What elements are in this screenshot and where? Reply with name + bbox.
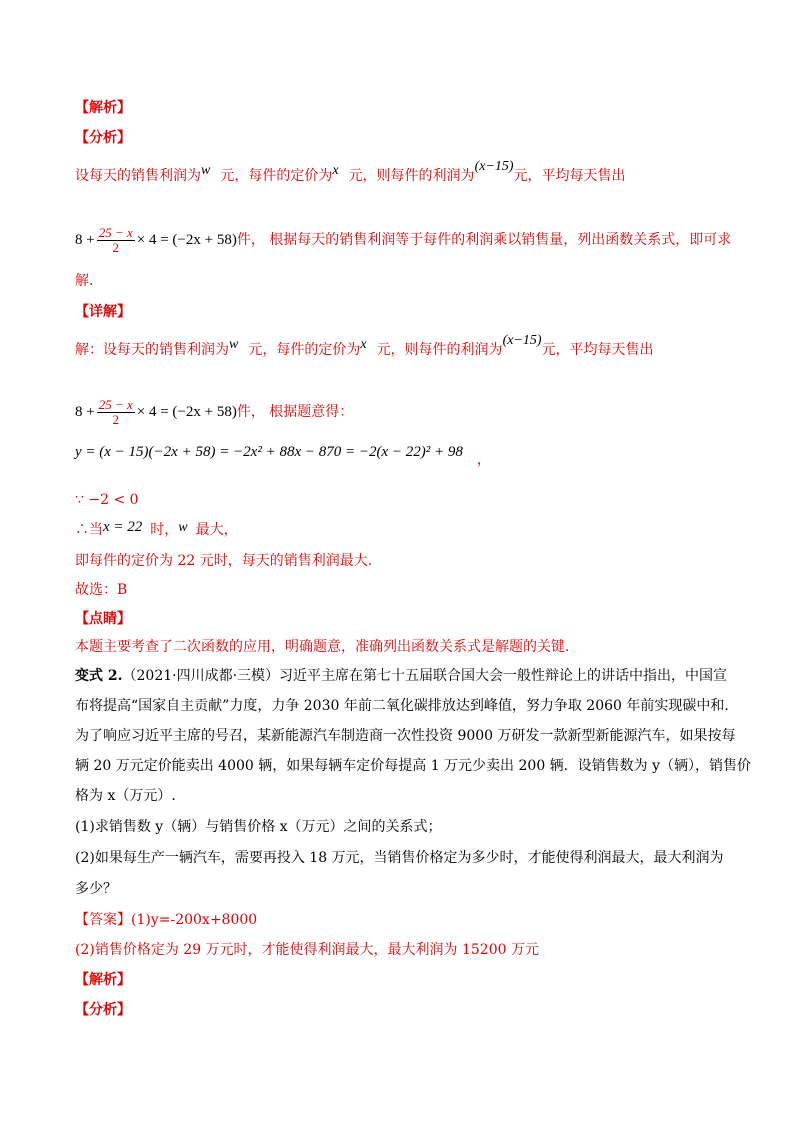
detail-equation <box>75 442 491 468</box>
choice-line: 故选：B <box>75 582 128 598</box>
expr-profit: (x−15) <box>474 159 514 174</box>
remark-text: 本题主要考查了二次函数的应用，明确题意，准确列出函数关系式是解题的关键. <box>75 639 570 655</box>
question-2-line-2: 多少？ <box>75 881 117 897</box>
variant-analysis-subheading: 【分析】 <box>75 1002 131 1018</box>
fraction <box>97 226 135 255</box>
text-segment: 最大， <box>195 522 238 538</box>
variant-line-3: 为了响应习近平主席的号召，某新能源汽车制造商一次性投资 9000 万研发一款新型新能源汽车，如果按每 <box>75 728 736 744</box>
equation-main: y = (x − 15)(−2x + 58) = −2x² + 88x − 870 = −2(x − 22)² + 98 <box>75 444 463 460</box>
price-conclusion: 即每件的定价为 22 元时，每天的销售利润最大. <box>75 553 373 569</box>
text-segment: 元，则每件的利润为 <box>348 168 475 184</box>
text-segment: （2021·四川成都·三模）习近平主席在第七十五届联合国大会一般性辩论上的讲话中指出，中国宣 <box>122 668 728 684</box>
text-segment: 件， 根据每天的销售利润等于每件的利润乘以销售量，列出函数关系式，即可求 <box>236 232 732 248</box>
math-lead: 8 + <box>75 232 95 248</box>
detail-heading: 【详解】 <box>75 304 131 320</box>
because-line: ∵ −2 < 0 <box>75 492 139 508</box>
math-tail: × 4 = (−2x + 58) <box>136 404 237 420</box>
text-segment: 解：设每天的销售利润为 <box>75 342 229 358</box>
math-lead: 8 + <box>75 404 95 420</box>
answer-line-1: 【答案】(1)y=-200x+8000 <box>75 912 258 928</box>
analysis-line-1 <box>75 159 626 187</box>
detail-line-2 <box>75 394 353 430</box>
analysis-line-3: 解. <box>75 273 94 289</box>
math-x-eq: x = 22 <box>103 519 143 535</box>
fraction-numerator: 25 − x <box>98 396 133 412</box>
math-tail: × 4 = (−2x + 58) <box>136 232 237 248</box>
variant-label: 变式 2. <box>75 668 123 684</box>
answer-line-2: (2)销售价格定为 29 万元时，才能使得利润最大，最大利润为 15200 万元 <box>75 942 539 958</box>
var-w: w <box>178 520 188 535</box>
detail-line-1 <box>75 333 654 361</box>
var-x: x <box>332 163 339 178</box>
question-1: (1)求销售数 y（辆）与销售价格 x（万元）之间的关系式； <box>75 819 442 835</box>
var-w: w <box>201 163 211 178</box>
text-segment: 元，平均每天售出 <box>541 342 654 358</box>
text-segment: 元，每件的定价为 <box>248 342 361 358</box>
question-2-line-1: (2)如果每生产一辆汽车，需要再投入 18 万元，当销售价格定为多少时，才能使得利润最大，最大利润为 <box>75 850 724 866</box>
text-segment: 设每天的销售利润为 <box>75 168 201 184</box>
equation-comma: ， <box>476 452 491 468</box>
analysis-subheading: 【分析】 <box>75 130 131 146</box>
text-segment: 件， 根据题意得： <box>236 404 354 420</box>
analysis-line-2 <box>75 222 731 258</box>
text-segment: 元，平均每天售出 <box>513 168 626 184</box>
variant-analysis-heading: 【解析】 <box>75 972 131 988</box>
variant-line-2: 布将提高“国家自主贡献”力度，力争 2030 年前二氧化碳排放达到峰值，努力争取 2060 年前实现碳中和. <box>75 698 729 714</box>
var-w: w <box>229 337 239 352</box>
remark-heading: 【点睛】 <box>75 611 131 627</box>
text-segment: 元，每件的定价为 <box>220 168 333 184</box>
variant-line-1 <box>75 666 727 686</box>
text-segment: 时， <box>150 522 179 538</box>
var-x: x <box>360 337 367 352</box>
variant-line-5: 格为 x（万元）. <box>75 788 176 804</box>
fraction-numerator: 25 − x <box>98 224 133 240</box>
therefore-line <box>75 520 238 541</box>
text-segment: ∴当 <box>75 522 103 538</box>
variant-line-4: 辆 20 万元定价能卖出 4000 辆，如果每辆车定价每提高 1 万元少卖出 200 辆．设销售数为 y（辆），销售价 <box>75 758 752 774</box>
expr-profit: (x−15) <box>502 333 542 348</box>
text-segment: 元，则每件的利润为 <box>376 342 503 358</box>
fraction-denominator: 2 <box>112 411 119 427</box>
fraction-denominator: 2 <box>112 239 119 255</box>
fraction <box>97 398 135 427</box>
analysis-heading: 【解析】 <box>75 100 131 116</box>
